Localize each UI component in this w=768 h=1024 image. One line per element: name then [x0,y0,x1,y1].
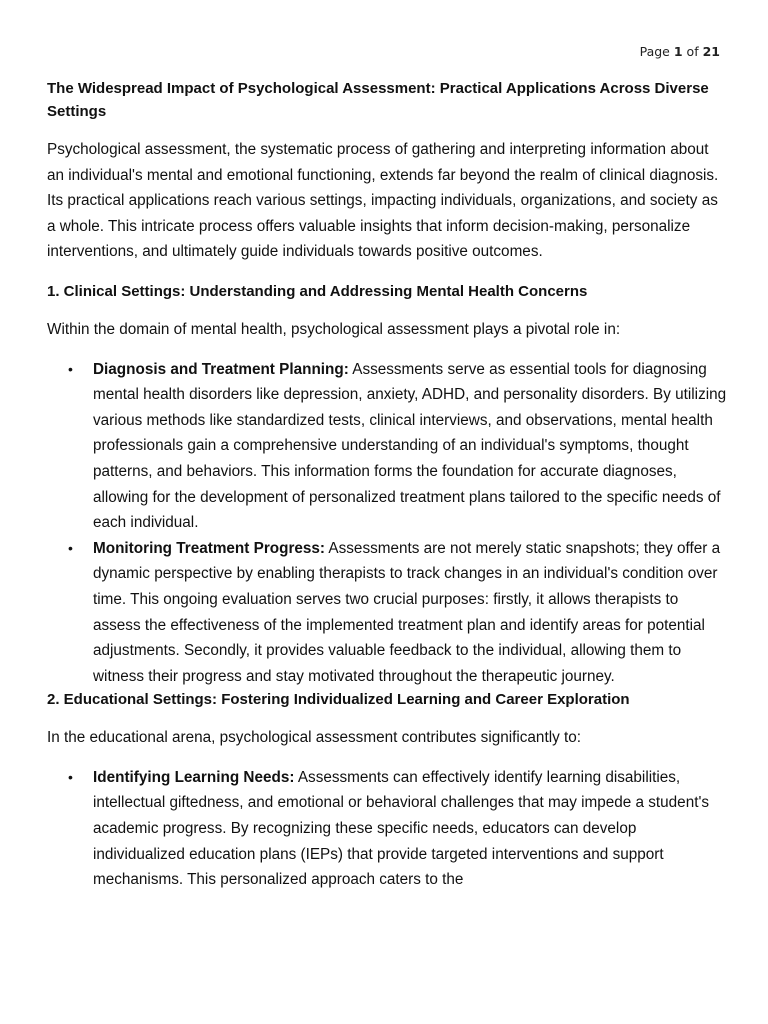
list-item-term: Identifying Learning Needs: [93,768,295,786]
list-item-term: Diagnosis and Treatment Planning: [93,360,349,378]
bullet-icon: • [68,539,73,556]
document-title: The Widespread Impact of Psychological Assessment: Practical Applications Across Diverse Settings [47,80,709,120]
section-heading-educational: 2. Educational Settings: Fostering Individualized Learning and Career Exploration [47,691,630,709]
list-item [47,536,727,690]
section-heading-clinical: 1. Clinical Settings: Understanding and Addressing Mental Health Concerns [47,282,588,300]
page-number [640,44,720,59]
page-word: Page [639,44,670,59]
list-item-text: Assessments can effectively identify learning disabilities, intellectual giftedness, and emotional or behavioral challenges that may impede a student's academic progress. By recognizing these specific needs, educators can develop individualized education plans (IEPs) that provide targeted interventions and support mechanisms. This personalized approach caters to the [93,768,710,889]
of-word: of [686,44,699,59]
educational-bullet-list [47,765,727,893]
total-pages: 21 [702,44,720,59]
list-item-text: Assessments are not merely static snapshots; they offer a dynamic perspective by enabling therapists to track changes in an individual's condition over time. This ongoing evaluation serves two crucial purposes: firstly, it allows therapists to assess the effectiveness of the implemented treatment plan and identify areas for potential adjustments. Secondly, it provides valuable feedback to the individual, allowing them to witness their progress and stay motivated throughout the therapeutic journey. [93,539,721,685]
section-lead-educational: In the educational arena, psychological assessment contributes significantly to: [47,729,581,747]
list-item-term: Monitoring Treatment Progress: [93,539,326,557]
bullet-icon: • [68,768,73,785]
list-item [47,765,727,893]
document-body [47,78,727,893]
list-item-text: Assessments serve as essential tools for diagnosing mental health disorders like depression, anxiety, ADHD, and personality disorders. By utilizing various methods like standardized tests, clinical interviews, and observations, mental health professionals gain a comprehensive understanding of an individual's symptoms, thought patterns, and behaviors. This information forms the foundation for accurate diagnoses, allowing for the development of personalized treatment plans tailored to the specific needs of each individual. [93,360,727,532]
intro-paragraph: Psychological assessment, the systematic process of gathering and interpreting information about an individual's mental and emotional functioning, extends far beyond the realm of clinical diagnosis. Its practical applications reach various settings, impacting individuals, organizations, and society as a whole. This intricate process offers valuable insights that inform decision-making, personalize interventions, and ultimately guide individuals towards positive outcomes. [47,141,719,261]
clinical-bullet-list [47,357,727,690]
current-page: 1 [673,44,683,59]
list-item [47,357,727,536]
section-lead-clinical: Within the domain of mental health, psychological assessment plays a pivotal role in: [47,320,621,338]
bullet-icon: • [68,360,73,377]
